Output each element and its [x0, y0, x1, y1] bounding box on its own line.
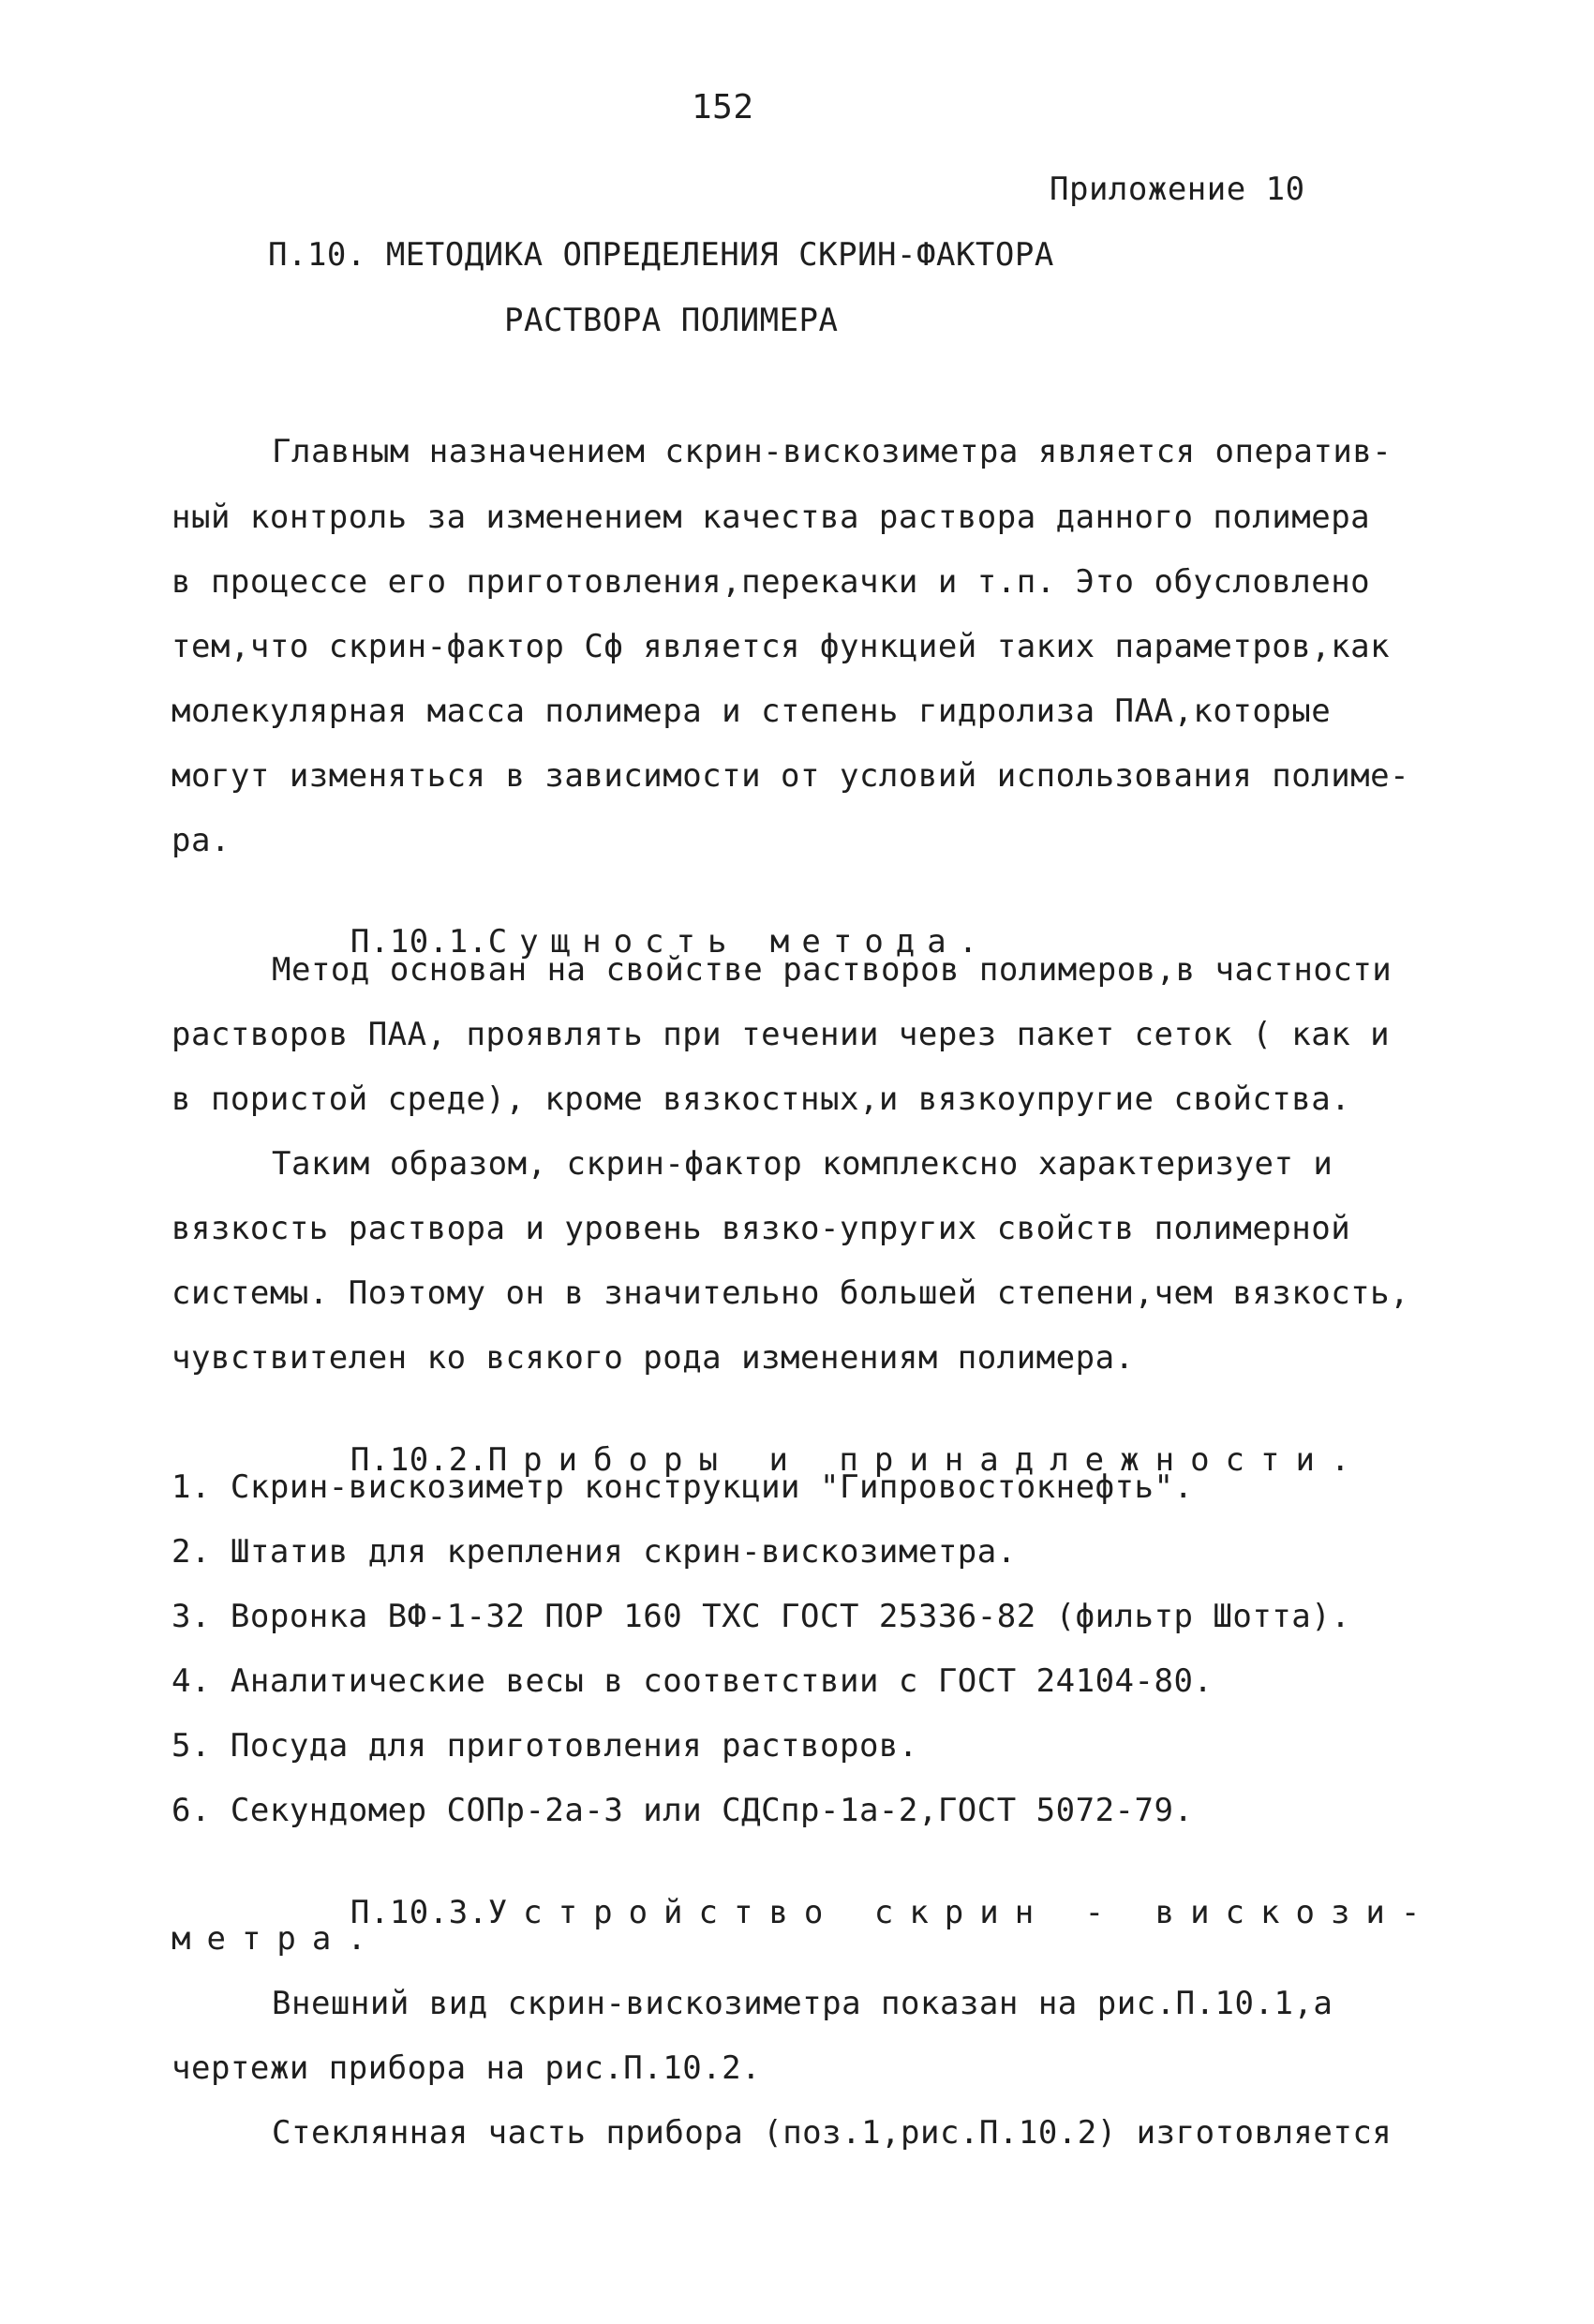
section-1-text-line: чувствителен ко всякого рода изменениям полимера. [171, 1339, 1135, 1377]
intro-line: ра. [171, 822, 231, 859]
section-1-text-line: в пористой среде), кроме вязкостных,и вязкоупругие свойства. [171, 1080, 1351, 1118]
equipment-list-item: 4. Аналитические весы в соответствии с ГОСТ 24104-80. [171, 1662, 1214, 1700]
section-1-text-line: системы. Поэтому он в значительно большей степени,чем вязкость, [171, 1274, 1410, 1312]
section-1-text-line: Таким образом, скрин-фактор комплексно характеризует и [272, 1145, 1333, 1183]
equipment-list-item: 6. Секундомер СОПр-2а-3 или СДСпр-1а-2,ГОСТ 5072-79. [171, 1792, 1194, 1829]
section-number: П.10.1. [350, 923, 488, 961]
title-line-2: РАСТВОРА ПОЛИМЕРА [504, 302, 839, 339]
intro-line: тем,что скрин-фактор Сф является функцией таких параметров,как [171, 628, 1391, 665]
intro-line: могут изменяться в зависимости от условий использования полиме- [171, 757, 1410, 795]
section-1-text-line: вязкость раствора и уровень вязко-упругих свойств полимерной [171, 1210, 1351, 1247]
title-line-1: П.10. МЕТОДИКА ОПРЕДЕЛЕНИЯ СКРИН-ФАКТОРА [268, 236, 1054, 274]
equipment-list-item: 1. Скрин-вискозиметр конструкции "Гипровостокнефть". [171, 1468, 1194, 1506]
intro-line: молекулярная масса полимера и степень гидролиза ПАА,которые [171, 693, 1332, 730]
equipment-list-item: 5. Посуда для приготовления растворов. [171, 1727, 918, 1765]
appendix-label: Приложение 10 [1050, 171, 1305, 208]
intro-line: в процессе его приготовления,перекачки и т.п. Это обусловлено [171, 563, 1371, 601]
section-number: П.10.3. [350, 1894, 488, 1931]
page-number: 152 [692, 88, 754, 127]
section-title: Устройство скрин - вискози- [487, 1894, 1437, 1931]
section-1-text-line: Метод основан на свойстве растворов полимеров,в частности [272, 951, 1393, 989]
intro-line: ный контроль за изменением качества раствора данного полимера [171, 499, 1371, 536]
section-number: П.10.2. [350, 1441, 488, 1479]
equipment-list-item: 2. Штатив для крепления скрин-вискозиметра. [171, 1533, 1017, 1571]
section-3-text-line: Внешний вид скрин-вискозиметра показан на рис.П.10.1,а [272, 1985, 1333, 2022]
section-1-text-line: растворов ПАА, проявлять при течении через пакет сеток ( как и [171, 1016, 1391, 1053]
section-3-heading [272, 1856, 1436, 1969]
section-3-heading-continued: метра. [171, 1920, 382, 1958]
section-title: Приборы и принадлежности. [487, 1441, 1366, 1479]
section-3-text-line: чертежи прибора на рис.П.10.2. [171, 2049, 762, 2087]
equipment-list-item: 3. Воронка ВФ-1-32 ПОР 160 ТХС ГОСТ 25336-82 (фильтр Шотта). [171, 1598, 1351, 1635]
intro-line: Главным назначением скрин-вискозиметра является оператив- [272, 433, 1393, 470]
section-title: Сущность метода. [487, 923, 991, 961]
section-3-text-line: Стеклянная часть прибора (поз.1,рис.П.10.2) изготовляется [272, 2114, 1393, 2152]
